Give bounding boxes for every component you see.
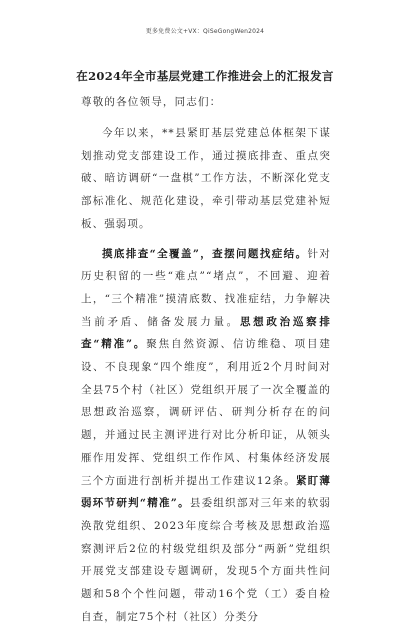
document-title: 在2024年全市基层党建工作推进会上的汇报发言 [76, 69, 334, 83]
sub1-heading: 思想政治巡察排查“精准”。 [81, 315, 332, 351]
sub2-text: 县委组织部对三年来的软弱涣散党组织、2023年度综合考核及思想政治巡察测评后2位的村级党组织及部分“两新”党组织开展党支部建设专题调研，发现5个方面共性问题和58个个性问题，带动16个党（工）委自检自查，制定75个村（社区）分类分 [81, 497, 331, 623]
header-note: 更多免费公文+VX：QiSeGongWen2024 [145, 28, 265, 35]
section1-text: 针对历史积留的一些“难点”“堵点”，不回避、迎着上，“三个精准”摸清底数、找准症结，力争解决当前矛盾、储备发展力量。 [81, 247, 331, 328]
document-body [81, 122, 331, 628]
sub2-heading: 紧盯薄弱环节研判“精准”。 [81, 474, 331, 510]
section1-paragraph [81, 243, 331, 628]
intro-paragraph: 今年以来，**县紧盯基层党建总体框架下谋划推动党支部建设工作，通过摸底排查、重点突破、暗访调研“一盘棋”工作方法，不断深化党支部标准化、规范化建设，牵引带动基层党建补短板、强弱项。 [81, 127, 331, 230]
sub1-text: 聚焦自然资源、信访维稳、项目建设、不良现象“四个维度”，利用近2个月时间对全县75个村（社区）党组织开展了一次全覆盖的思想政治巡察，调研评估、研判分析存在的问题，并通过民主测评进行对比分析印证，从领头雁作用发挥、党组织工作作风、村集体经济发展三个方面进行剖析并提出工作建议12条。 [81, 338, 331, 487]
salutation: 尊敬的各位领导，同志们： [81, 96, 222, 108]
section1-heading: 摸底排查“全覆盖”，查摆问题找症结。 [102, 247, 308, 260]
